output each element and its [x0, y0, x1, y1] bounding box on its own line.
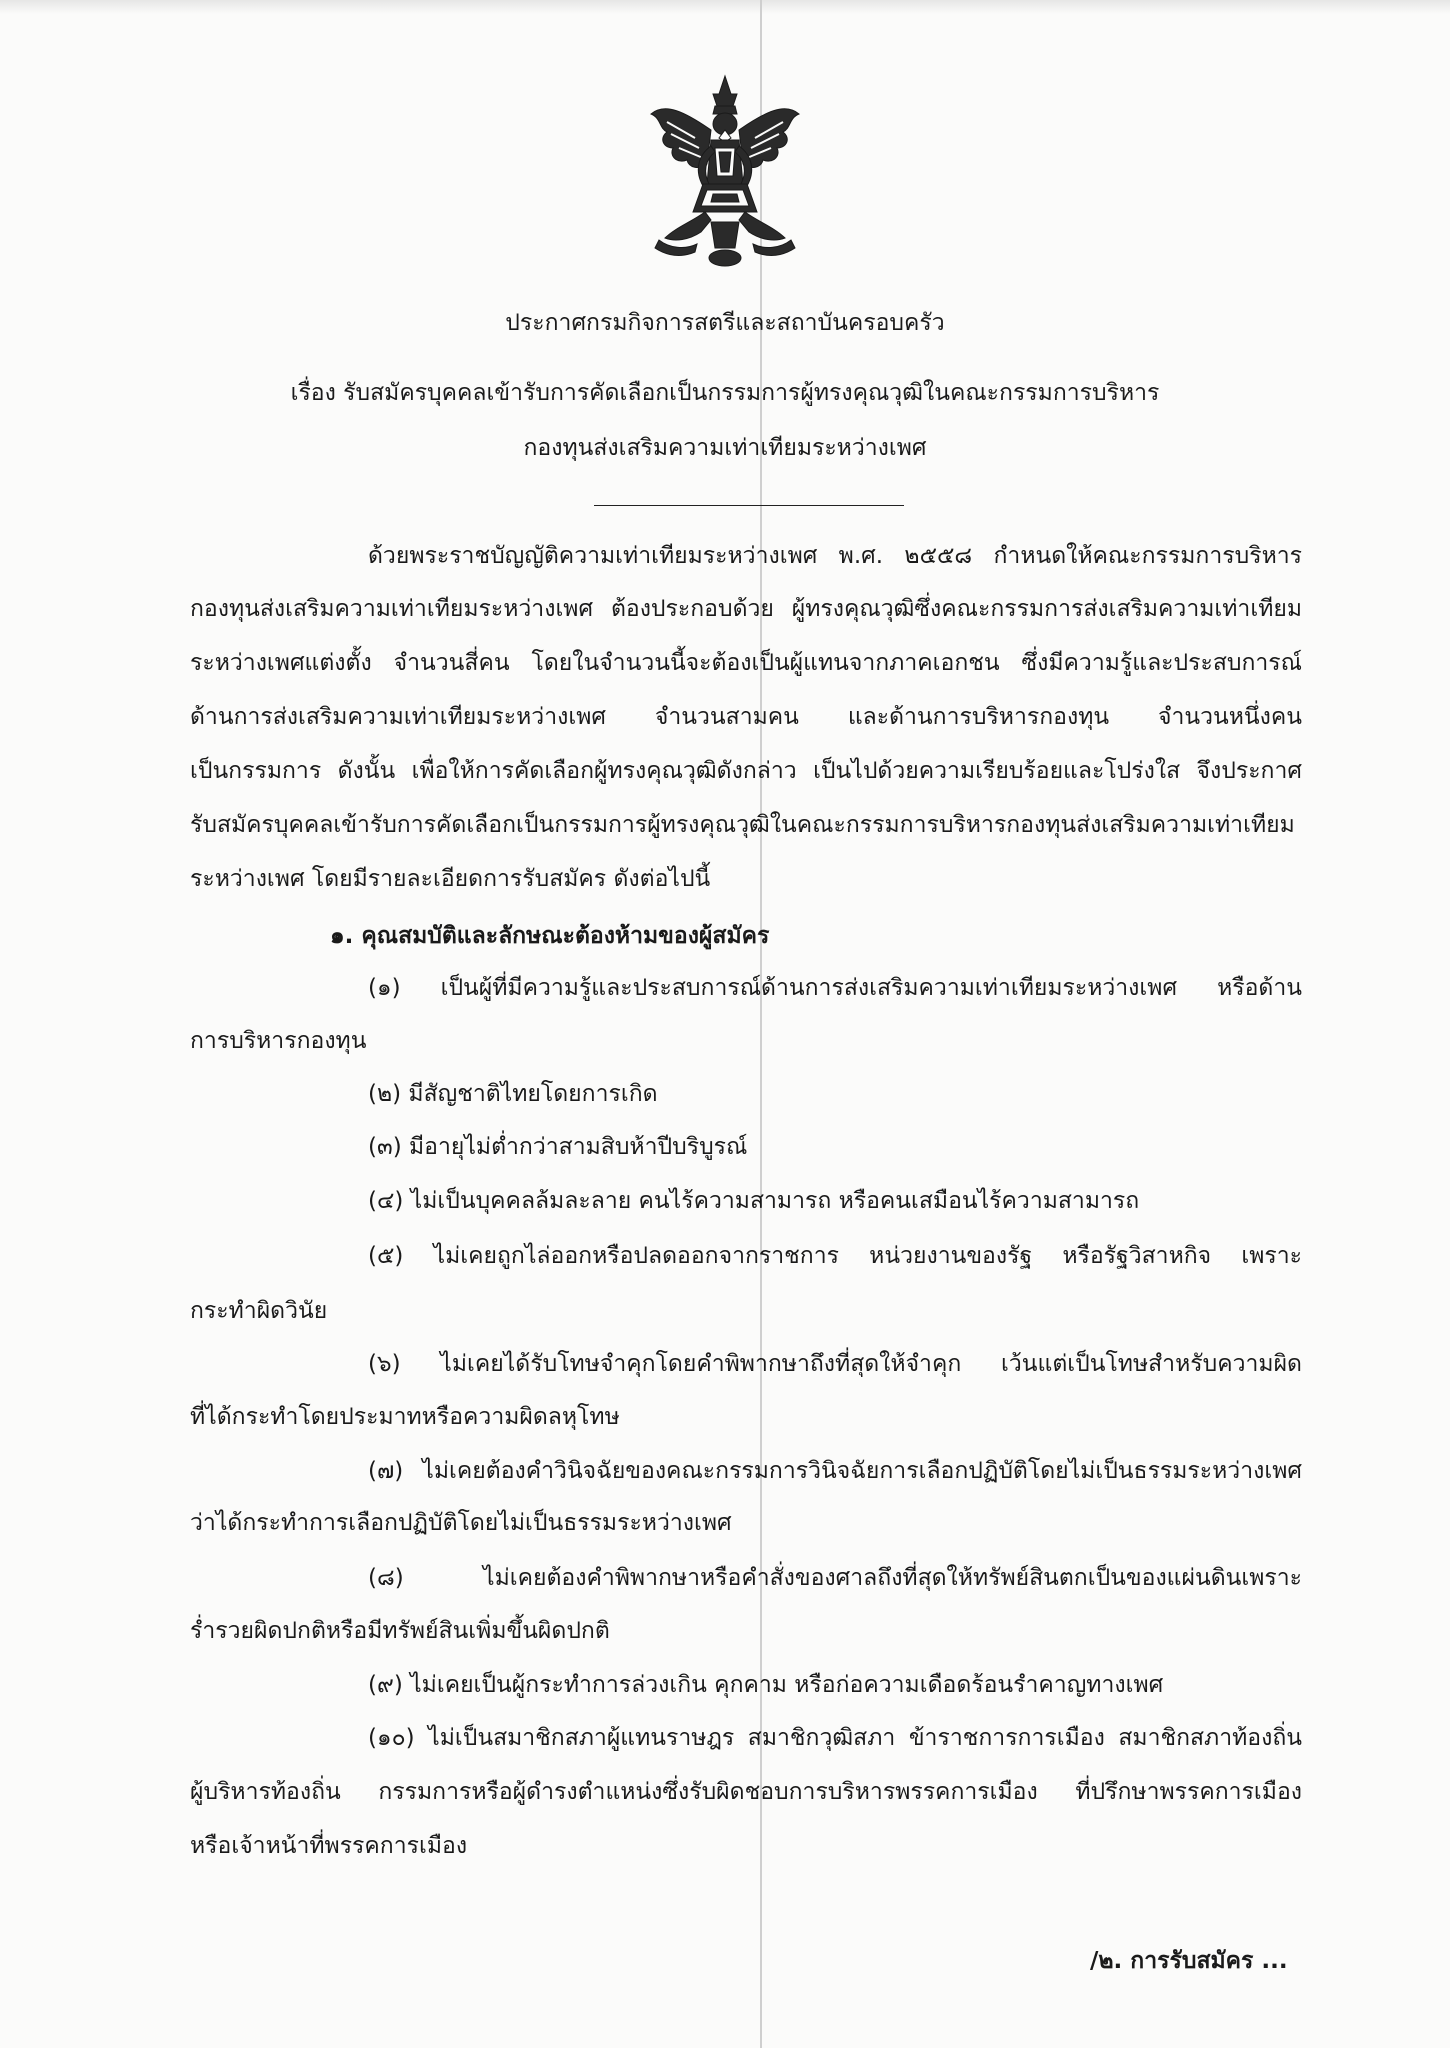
subject-line-2: กองทุนส่งเสริมความเท่าเทียมระหว่างเพศ: [523, 435, 927, 461]
continuation-marker: /๒. การรับสมัคร ...: [1090, 1948, 1288, 1974]
qualification-item: การบริหารกองทุน: [190, 1028, 367, 1054]
garuda-emblem-icon: [645, 72, 805, 272]
intro-line: ระหว่างเพศ โดยมีรายละเอียดการรับสมัคร ดังต่อไปนี้: [190, 866, 711, 892]
qualification-item: (๙) ไม่เคยเป็นผู้กระทำการล่วงเกิน คุกคาม หรือก่อความเดือดร้อนรำคาญทางเพศ: [368, 1672, 1164, 1698]
intro-line: เป็นกรรมการ ดังนั้น เพื่อให้การคัดเลือกผู้ทรงคุณวุฒิดังกล่าว เป็นไปด้วยความเรียบร้อยและโปร่งใส จึงประกาศ: [190, 758, 1302, 784]
qualification-item: (๑๐) ไม่เป็นสมาชิกสภาผู้แทนราษฎร สมาชิกวุฒิสภา ข้าราชการการเมือง สมาชิกสภาท้องถิ่น: [368, 1725, 1302, 1751]
scan-edge: [0, 0, 1450, 14]
qualification-item: หรือเจ้าหน้าที่พรรคการเมือง: [190, 1833, 468, 1859]
qualification-item: ร่ำรวยผิดปกติหรือมีทรัพย์สินเพิ่มขึ้นผิดปกติ: [190, 1618, 610, 1644]
qualification-item: (๘) ไม่เคยต้องคำพิพากษาหรือคำสั่งของศาลถึงที่สุดให้ทรัพย์สินตกเป็นของแผ่นดินเพราะ: [368, 1565, 1302, 1591]
intro-line: ด้วยพระราชบัญญัติความเท่าเทียมระหว่างเพศ พ.ศ. ๒๕๕๘ กำหนดให้คณะกรรมการบริหาร: [368, 543, 1302, 569]
subject-line-1: เรื่อง รับสมัครบุคคลเข้ารับการคัดเลือกเป็นกรรมการผู้ทรงคุณวุฒิในคณะกรรมการบริหาร: [290, 380, 1160, 406]
qualification-item: ผู้บริหารท้องถิ่น กรรมการหรือผู้ดำรงตำแหน่งซึ่งรับผิดชอบการบริหารพรรคการเมือง ที่ปรึกษาพรรคการเมือง: [190, 1779, 1302, 1805]
qualification-item: ที่ได้กระทำโดยประมาทหรือความผิดลหุโทษ: [190, 1404, 620, 1430]
qualification-item: กระทำผิดวินัย: [190, 1298, 328, 1324]
announcement-title: ประกาศกรมกิจการสตรีและสถาบันครอบครัว: [505, 310, 945, 336]
qualification-item: (๕) ไม่เคยถูกไล่ออกหรือปลดออกจากราชการ หน่วยงานของรัฐ หรือรัฐวิสาหกิจ เพราะ: [368, 1243, 1302, 1269]
section-1-heading: ๑. คุณสมบัติและลักษณะต้องห้ามของผู้สมัคร: [330, 923, 770, 949]
intro-line: กองทุนส่งเสริมความเท่าเทียมระหว่างเพศ ต้องประกอบด้วย ผู้ทรงคุณวุฒิซึ่งคณะกรรมการส่งเสริมความเท่าเทียม: [190, 596, 1302, 622]
intro-line: ระหว่างเพศแต่งตั้ง จำนวนสี่คน โดยในจำนวนนี้จะต้องเป็นผู้แทนจากภาคเอกชน ซึ่งมีความรู้และประสบการณ์: [190, 650, 1302, 676]
qualification-item: ว่าได้กระทำการเลือกปฏิบัติโดยไม่เป็นธรรมระหว่างเพศ: [190, 1510, 732, 1536]
intro-line: ด้านการส่งเสริมความเท่าเทียมระหว่างเพศ จำนวนสามคน และด้านการบริหารกองทุน จำนวนหนึ่งคน: [190, 704, 1302, 730]
qualification-item: (๒) มีสัญชาติไทยโดยการเกิด: [368, 1081, 658, 1107]
qualification-item: (๗) ไม่เคยต้องคำวินิจฉัยของคณะกรรมการวินิจฉัยการเลือกปฏิบัติโดยไม่เป็นธรรมระหว่างเพศ: [368, 1458, 1302, 1484]
title-divider: [594, 505, 904, 506]
qualification-item: (๓) มีอายุไม่ต่ำกว่าสามสิบห้าปีบริบูรณ์: [368, 1134, 748, 1160]
qualification-item: (๖) ไม่เคยได้รับโทษจำคุกโดยคำพิพากษาถึงที่สุดให้จำคุก เว้นแต่เป็นโทษสำหรับความผิด: [368, 1351, 1302, 1377]
qualification-item: (๔) ไม่เป็นบุคคลล้มละลาย คนไร้ความสามารถ หรือคนเสมือนไร้ความสามารถ: [368, 1188, 1140, 1214]
intro-line: รับสมัครบุคคลเข้ารับการคัดเลือกเป็นกรรมการผู้ทรงคุณวุฒิในคณะกรรมการบริหารกองทุนส่งเสริมความเท่าเทียม: [190, 812, 1295, 838]
qualification-item: (๑) เป็นผู้ที่มีความรู้และประสบการณ์ด้านการส่งเสริมความเท่าเทียมระหว่างเพศ หรือด้าน: [368, 975, 1302, 1001]
